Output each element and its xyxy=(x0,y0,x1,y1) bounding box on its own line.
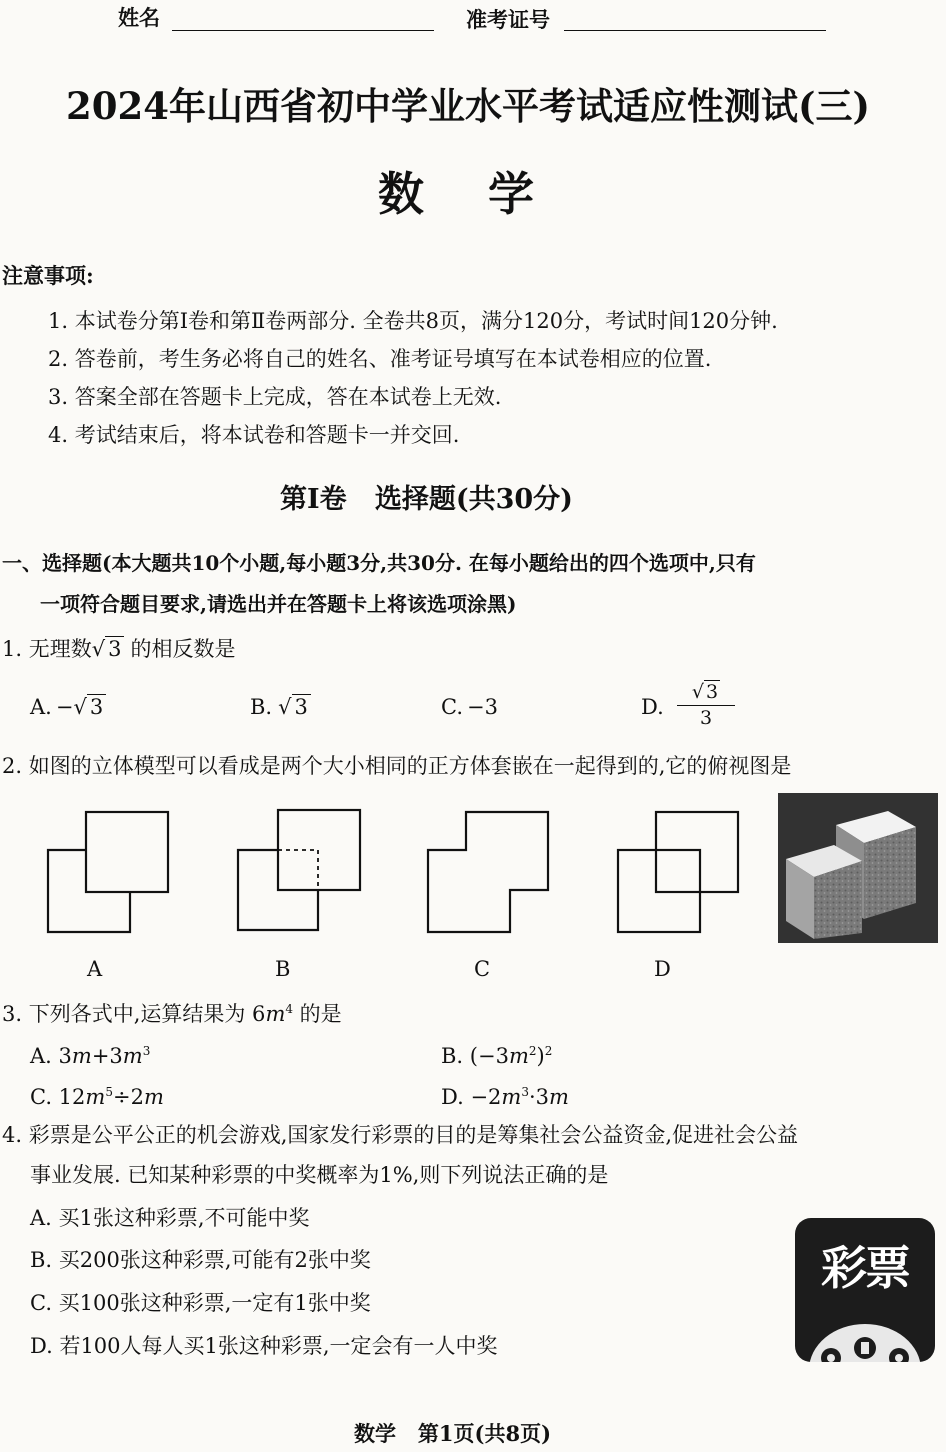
q2-stem: 2. 如图的立体模型可以看成是两个大小相同的正方体套嵌在一起得到的,它的俯视图是 xyxy=(2,754,792,778)
q1-stem xyxy=(2,635,235,663)
exponent: 2 xyxy=(544,1044,553,1058)
variable: m xyxy=(143,1085,164,1109)
exponent: 2 xyxy=(528,1044,537,1058)
q2-option-label: D xyxy=(654,957,671,981)
exam-number-label: 准考证号 xyxy=(466,7,550,32)
section-instructions: 一项符合题目要求,请选出并在答题卡上将该选项涂黑) xyxy=(40,592,517,616)
q2-option-d-figure[interactable] xyxy=(616,810,746,935)
q1-option-d[interactable] xyxy=(641,693,664,721)
q2-option-label: A xyxy=(87,957,103,981)
option-label: B. (−3 xyxy=(441,1044,509,1068)
exponent: 4 xyxy=(285,1002,293,1016)
q3-option-a[interactable] xyxy=(30,1037,150,1070)
q3-option-c[interactable] xyxy=(30,1078,164,1111)
operator: ·3 xyxy=(528,1085,550,1109)
option-label: C. 12 xyxy=(30,1085,86,1109)
sqrt-sign: √ xyxy=(91,637,106,661)
variable: m xyxy=(508,1044,529,1068)
sqrt-sign: √ xyxy=(73,695,87,719)
variable: m xyxy=(85,1085,106,1109)
variable: m xyxy=(549,1085,569,1109)
variable: m xyxy=(122,1044,143,1068)
operator: +3 xyxy=(91,1044,123,1068)
q3-stem-prefix: 3. 下列各式中,运算结果为 6 xyxy=(2,1002,266,1026)
q1-option-d-fraction xyxy=(677,680,735,730)
operator: ÷2 xyxy=(112,1085,144,1109)
name-field[interactable] xyxy=(172,30,434,31)
notes-item: 4. 考试结束后，将本试卷和答题卡一并交回. xyxy=(48,423,460,447)
sqrt-sign: √ xyxy=(691,681,704,703)
q4-option-c[interactable]: C. 买100张这种彩票,一定有1张中奖 xyxy=(30,1291,371,1315)
cube-model-photo xyxy=(778,793,938,943)
radicand: 3 xyxy=(706,681,719,703)
page-footer: 数学 第1页(共8页) xyxy=(354,1421,552,1446)
option-label: A. 3 xyxy=(30,1044,72,1068)
q2-option-a-figure[interactable] xyxy=(46,812,176,937)
q3-stem-suffix: 的是 xyxy=(293,1002,342,1026)
variable: m xyxy=(71,1044,92,1068)
q3-stem xyxy=(2,995,342,1028)
q3-option-b[interactable] xyxy=(441,1037,552,1070)
lottery-logo xyxy=(795,1218,935,1362)
notes-heading: 注意事项: xyxy=(2,263,94,288)
fraction-denominator: 3 xyxy=(699,707,713,729)
q4-option-a[interactable]: A. 买1张这种彩票,不可能中奖 xyxy=(30,1206,310,1230)
option-label: A. xyxy=(30,695,52,719)
radicand: 3 xyxy=(87,694,106,719)
q1-radicand: 3 xyxy=(105,636,124,661)
option-label: D. xyxy=(641,695,664,719)
paren: ) xyxy=(536,1044,545,1068)
sqrt-sign: √ xyxy=(278,695,292,719)
notes-item: 1. 本试卷分第Ⅰ卷和第Ⅱ卷两部分. 全卷共8页，满分120分，考试时间120分钟. xyxy=(48,309,778,333)
option-label: B. xyxy=(250,695,273,719)
section-instructions: 一、选择题(本大题共10个小题,每小题3分,共30分. 在每小题给出的四个选项中,只有 xyxy=(2,551,756,575)
exam-number-field[interactable] xyxy=(564,30,826,31)
q2-option-label: B xyxy=(275,957,291,981)
q4-stem: 4. 彩票是公平公正的机会游戏,国家发行彩票的目的是筹集社会公益资金,促进社会公益 xyxy=(2,1123,799,1147)
q2-option-c-figure[interactable] xyxy=(426,810,556,935)
exponent: 3 xyxy=(142,1044,151,1058)
notes-item: 3. 答案全部在答题卡上完成，答在本试卷上无效. xyxy=(48,385,502,409)
q4-option-b[interactable]: B. 买200张这种彩票,可能有2张中奖 xyxy=(30,1248,371,1272)
q1-option-b[interactable] xyxy=(250,693,311,721)
q1-stem-prefix: 1. 无理数 xyxy=(2,637,92,661)
exponent: 3 xyxy=(521,1085,529,1099)
variable: m xyxy=(501,1085,522,1109)
option-label: D. −2 xyxy=(441,1085,502,1109)
exponent: 5 xyxy=(105,1085,113,1099)
lottery-logo-text: 彩票 xyxy=(821,1241,909,1295)
lottery-wheel-icon xyxy=(795,1310,935,1362)
minus-sign: − xyxy=(55,695,74,719)
q1-option-a[interactable] xyxy=(30,693,106,721)
option-value: −3 xyxy=(467,695,498,719)
option-label: C. xyxy=(441,695,463,719)
notes-item: 2. 答卷前，考生务必将自己的姓名、准考证号填写在本试卷相应的位置. xyxy=(48,347,712,371)
q3-option-d[interactable] xyxy=(441,1078,569,1111)
exam-title: 2024年山西省初中学业水平考试适应性测试(三) xyxy=(66,84,870,128)
q4-stem: 事业发展. 已知某种彩票的中奖概率为1%,则下列说法正确的是 xyxy=(30,1163,609,1187)
q4-option-d[interactable]: D. 若100人每人买1张这种彩票,一定会有一人中奖 xyxy=(30,1334,498,1358)
q2-option-b-figure[interactable] xyxy=(236,808,366,933)
subject-title: 数 学 xyxy=(378,167,535,221)
q1-option-c[interactable] xyxy=(441,693,498,721)
section-title: 第Ⅰ卷 选择题(共30分) xyxy=(280,484,573,515)
q2-option-label: C xyxy=(474,957,491,981)
q1-stem-suffix: 的相反数是 xyxy=(130,637,236,661)
radicand: 3 xyxy=(292,694,311,719)
name-label: 姓名 xyxy=(118,5,160,30)
fraction-numerator xyxy=(677,680,735,706)
variable: m xyxy=(265,1002,286,1026)
